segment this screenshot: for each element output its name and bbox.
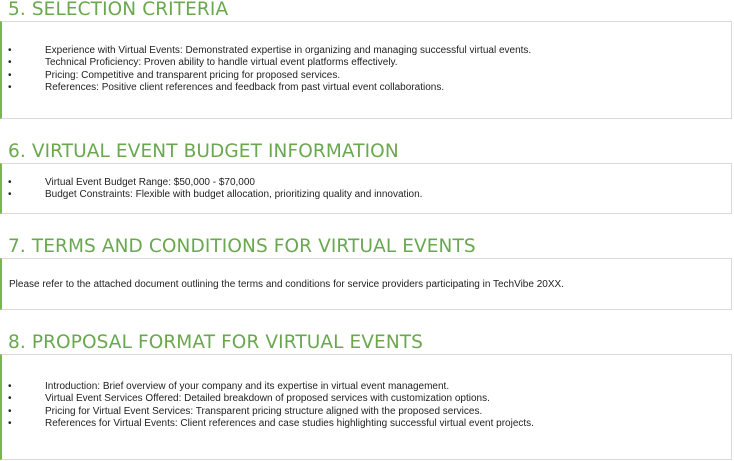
- list-item-text: Virtual Event Services Offered: Detailed breakdown of proposed services with customization options.: [45, 393, 490, 405]
- section-6-heading: 6. VIRTUAL EVENT BUDGET INFORMATION: [8, 141, 399, 162]
- list-item-text: Introduction: Brief overview of your company and its expertise in virtual event management.: [45, 381, 450, 392]
- list-item-text: Experience with Virtual Events: Demonstrated expertise in organizing and managing successful virtual events.: [45, 45, 532, 56]
- list-item: [2, 393, 731, 405]
- section-6-box: [0, 163, 732, 214]
- list-item-text: Pricing: Competitive and transparent pricing for proposed services.: [45, 69, 341, 81]
- section-8-list: [2, 381, 731, 430]
- section-7-heading: 7. TERMS AND CONDITIONS FOR VIRTUAL EVENTS: [8, 236, 476, 257]
- bullet-icon: •: [8, 57, 12, 69]
- bullet-icon: •: [8, 393, 12, 405]
- list-item: [2, 418, 731, 430]
- list-item-text: References: Positive client references and feedback from past virtual event collaborations.: [45, 81, 445, 93]
- bullet-icon: •: [8, 405, 12, 417]
- section-8-heading: 8. PROPOSAL FORMAT FOR VIRTUAL EVENTS: [8, 332, 424, 353]
- section-5-box: [0, 21, 732, 119]
- list-item-text: Technical Proficiency: Proven ability to handle virtual event platforms effectively.: [45, 57, 398, 69]
- list-item: [2, 70, 731, 82]
- bullet-icon: •: [8, 189, 12, 201]
- section-7-box: [0, 258, 732, 310]
- bullet-icon: •: [8, 45, 12, 56]
- list-item-text: References for Virtual Events: Client references and case studies highlighting successful virtual event projects.: [45, 417, 534, 429]
- section-5-heading: 5. SELECTION CRITERIA: [8, 0, 229, 20]
- bullet-icon: •: [8, 381, 12, 392]
- section-5-list: [2, 45, 731, 94]
- bullet-icon: •: [8, 417, 12, 429]
- section-6-list: [2, 177, 731, 202]
- list-item: [2, 45, 731, 57]
- list-item: [2, 177, 731, 189]
- list-item: [2, 82, 731, 94]
- list-item: [2, 381, 731, 393]
- section-7-paragraph: Please refer to the attached document outlining the terms and conditions for service providers participating in TechVibe 20XX.: [9, 279, 564, 290]
- list-item-text: Virtual Event Budget Range: $50,000 - $70,000: [45, 177, 255, 188]
- bullet-icon: •: [8, 69, 12, 81]
- list-item: [2, 406, 731, 418]
- section-8-box: [0, 354, 732, 460]
- list-item-text: Budget Constraints: Flexible with budget allocation, prioritizing quality and innovation.: [45, 189, 423, 201]
- bullet-icon: •: [8, 177, 12, 188]
- bullet-icon: •: [8, 81, 12, 93]
- list-item: [2, 57, 731, 69]
- list-item-text: Pricing for Virtual Event Services: Transparent pricing structure aligned with the proposed services.: [45, 405, 483, 417]
- list-item: [2, 189, 731, 201]
